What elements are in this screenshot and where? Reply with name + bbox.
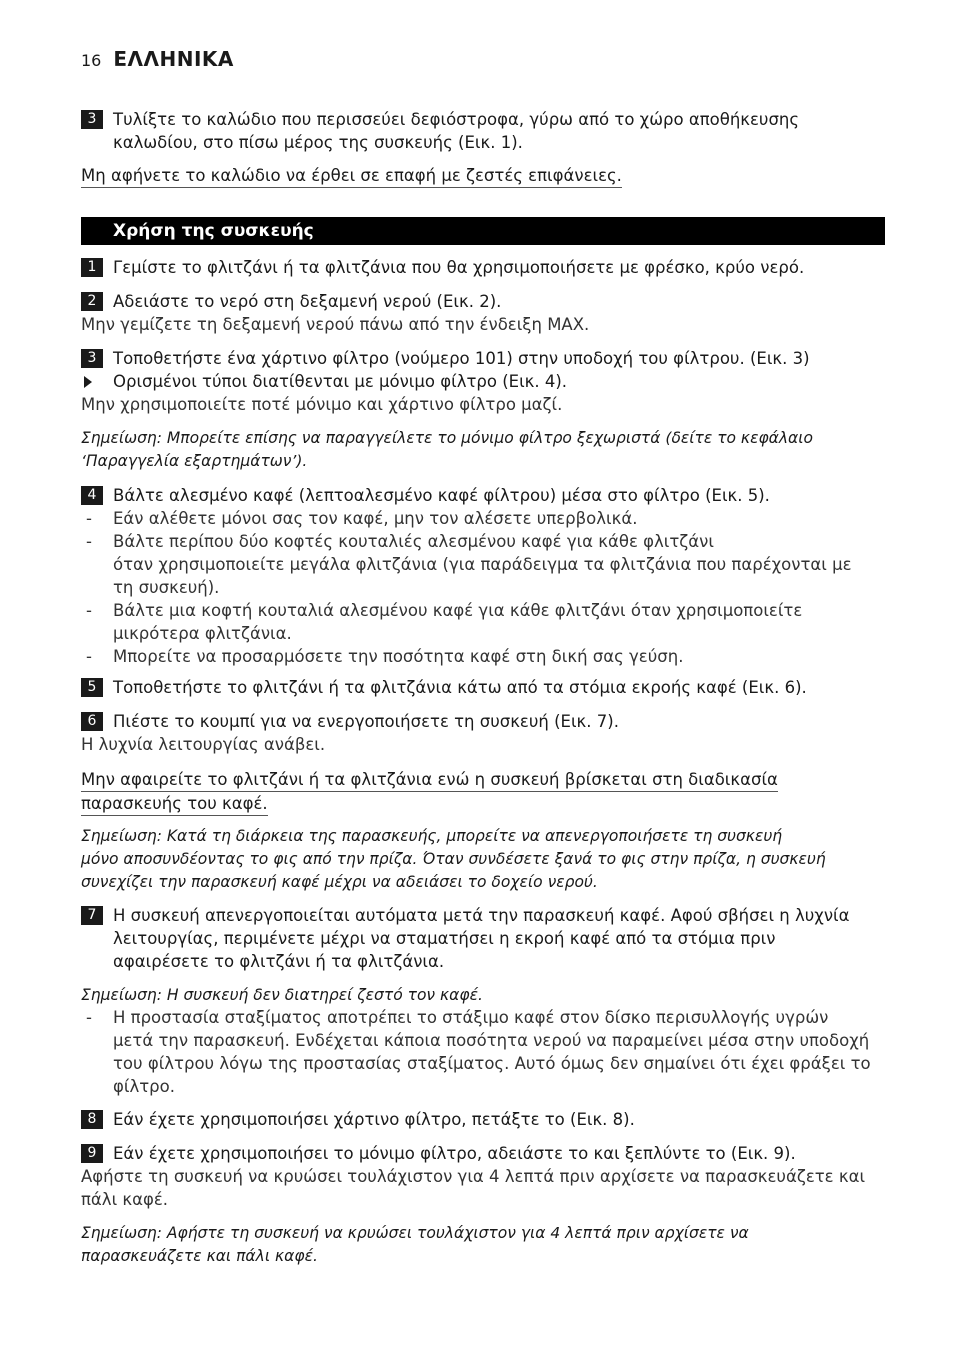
step-text: Τοποθετήστε το φλιτζάνι ή τα φλιτζάνια κάτω από τα στόμια εκροής καφέ (Εικ. 6). bbox=[113, 678, 807, 697]
dash-item: - Η προστασία σταξίματος αποτρέπει το στάξιμο καφέ στον δίσκο περισυλλογής υγρών μετά την παρασκευή. Ενδέχεται κάποια ποσότητα νερού να παραμείνει μέσα στην υποδοχή του φίλτρου λόγω της προστασίας σταξίματος. Αυτό όμως δεν σημαίνει ότι έχει φράξει το φίλτρο. bbox=[81, 1006, 891, 1098]
step-subtext: Μην γεμίζετε τη δεξαμενή νερού πάνω από την ένδειξη MAX. bbox=[81, 315, 590, 334]
note-4 bbox=[81, 1222, 891, 1268]
step-9 bbox=[81, 1142, 891, 1211]
warning-line: Μην αφαιρείτε το φλιτζάνι ή τα φλιτζάνια ενώ η συσκευή βρίσκεται στη διαδικασία bbox=[81, 768, 778, 792]
step-text: Αδειάστε το νερό στη δεξαμενή νερού (Εικ. 2). bbox=[113, 292, 502, 311]
note-line: Σημείωση: Κατά τη διάρκεια της παρασκευής, μπορείτε να απενεργοποιήσετε τη συσκευή bbox=[81, 827, 783, 845]
step-text: αφαιρέσετε το φλιτζάνι ή τα φλιτζάνια. bbox=[113, 952, 445, 971]
step-badge: 5 bbox=[81, 678, 103, 697]
note-line: Σημείωση: Η συσκευή δεν διατηρεί ζεστό τον καφέ. bbox=[81, 986, 483, 1004]
dash-text: τη συσκευή). bbox=[113, 578, 220, 597]
step-8 bbox=[81, 1108, 891, 1131]
step-badge: 6 bbox=[81, 712, 103, 731]
warning-cup bbox=[81, 768, 891, 816]
warning-line: παρασκευής του καφέ. bbox=[81, 792, 268, 816]
language-heading: ΕΛΛΗΝΙΚΑ bbox=[113, 47, 234, 71]
step-subtext: Αφήστε τη συσκευή να κρυώσει τουλάχιστον για 4 λεπτά πριν αρχίσετε να παρασκευάζετε και bbox=[81, 1167, 866, 1186]
dash-text: Βάλτε περίπου δύο κοφτές κουταλιές αλεσμένου καφέ για κάθε φλιτζάνι bbox=[113, 532, 714, 551]
section-title: Χρήση της συσκευής bbox=[81, 217, 885, 245]
dash-item: - Βάλτε περίπου δύο κοφτές κουταλιές αλεσμένου καφέ για κάθε φλιτζάνι όταν χρησιμοποιείτε μεγάλα φλιτζάνια (για παράδειγμα τα φλιτζάνια που παρέχονται με τη συσκευή). bbox=[81, 530, 891, 599]
step-text: Πιέστε το κουμπί για να ενεργοποιήσετε τη συσκευή (Εικ. 7). bbox=[113, 712, 619, 731]
step-6 bbox=[81, 710, 891, 756]
dash-text: Η προστασία σταξίματος αποτρέπει το στάξιμο καφέ στον δίσκο περισυλλογής υγρών bbox=[113, 1008, 829, 1027]
step-badge: 9 bbox=[81, 1144, 103, 1163]
note-3 bbox=[81, 984, 891, 1007]
step-subtext: Η λυχνία λειτουργίας ανάβει. bbox=[81, 735, 326, 754]
drip-dash bbox=[81, 1006, 891, 1098]
dash-text: Εάν αλέθετε μόνοι σας τον καφέ, μην τον αλέσετε υπερβολικά. bbox=[113, 509, 638, 528]
dash-text: φίλτρο. bbox=[113, 1077, 175, 1096]
step-text: Εάν έχετε χρησιμοποιήσει το μόνιμο φίλτρο, αδειάστε το και ξεπλύντε το (Εικ. 9). bbox=[113, 1144, 796, 1163]
step-text-cont: καλωδίου, στο πίσω μέρος της συσκευής (Εικ. 1). bbox=[113, 133, 523, 152]
note-line: ‘Παραγγελία εξαρτημάτων’). bbox=[81, 452, 308, 470]
step-badge: 8 bbox=[81, 1110, 103, 1129]
step-7 bbox=[81, 904, 891, 973]
step-4 bbox=[81, 484, 891, 668]
step-badge: 3 bbox=[81, 110, 103, 129]
step-text: Τοποθετήστε ένα χάρτινο φίλτρο (νούμερο 101) στην υποδοχή του φίλτρου. (Εικ. 3) bbox=[113, 349, 810, 368]
note-line: παρασκευάζετε και πάλι καφέ. bbox=[81, 1247, 318, 1265]
dash-item: - Μπορείτε να προσαρμόσετε την ποσότητα καφέ στη δική σας γεύση. bbox=[81, 645, 891, 668]
warning-text: Μη αφήνετε το καλώδιο να έρθει σε επαφή με ζεστές επιφάνειες. bbox=[81, 164, 622, 188]
step-text: Τυλίξτε το καλώδιο που περισσεύει δεφιόστροφα, γύρω από το χώρο αποθήκευσης bbox=[113, 110, 800, 129]
step-5 bbox=[81, 676, 891, 699]
dash-text: μικρότερα φλιτζάνια. bbox=[113, 624, 292, 643]
step-subtext: πάλι καφέ. bbox=[81, 1190, 169, 1209]
step-3-filter bbox=[81, 347, 891, 416]
step-3-cord bbox=[81, 108, 891, 154]
note-line: συνεχίζει την παρασκευή καφέ μέχρι να αδειάσει το δοχείο νερού. bbox=[81, 873, 598, 891]
step-badge: 1 bbox=[81, 258, 103, 277]
step-badge: 2 bbox=[81, 292, 103, 311]
note-2 bbox=[81, 825, 891, 894]
step-text: Γεμίστε το φλιτζάνι ή τα φλιτζάνια που θα χρησιμοποιήσετε με φρέσκο, κρύο νερό. bbox=[113, 258, 805, 277]
dash-item: - Βάλτε μια κοφτή κουταλιά αλεσμένου καφέ για κάθε φλιτζάνι όταν χρησιμοποιείτε μικρότερα φλιτζάνια. bbox=[81, 599, 891, 645]
bullet-triangle-icon bbox=[84, 376, 92, 388]
step-text: Η συσκευή απενεργοποιείται αυτόματα μετά την παρασκευή καφέ. Αφού σβήσει η λυχνία bbox=[113, 906, 850, 925]
step-badge: 7 bbox=[81, 906, 103, 925]
dash-text: μετά την παρασκευή. Ενδέχεται κάποια ποσότητα νερού να παραμείνει μέσα στην υποδοχή bbox=[113, 1031, 870, 1050]
step-badge: 3 bbox=[81, 349, 103, 368]
note-line: μόνο αποσυνδέοντας το φις από την πρίζα. Όταν συνδέσετε ξανά το φις στην πρίζα, η συσκευή bbox=[81, 850, 826, 868]
note-1 bbox=[81, 427, 891, 473]
note-line: Σημείωση: Αφήστε τη συσκευή να κρυώσει τουλάχιστον για 4 λεπτά πριν αρχίσετε να bbox=[81, 1224, 749, 1242]
warning-cord bbox=[81, 164, 891, 188]
dash-text: Μπορείτε να προσαρμόσετε την ποσότητα καφέ στη δική σας γεύση. bbox=[113, 647, 684, 666]
page-number: 16 bbox=[81, 51, 102, 70]
page-header bbox=[81, 48, 234, 72]
step-2 bbox=[81, 290, 891, 336]
step-subtext: Μην χρησιμοποιείτε ποτέ μόνιμο και χάρτινο φίλτρο μαζί. bbox=[81, 395, 563, 414]
step-text: Βάλτε αλεσμένο καφέ (λεπτοαλεσμένο καφέ φίλτρου) μέσα στο φίλτρο (Εικ. 5). bbox=[113, 486, 770, 505]
bullet-text: Ορισμένοι τύποι διατίθενται με μόνιμο φίλτρο (Εικ. 4). bbox=[113, 372, 568, 391]
dash-text: Βάλτε μια κοφτή κουταλιά αλεσμένου καφέ για κάθε φλιτζάνι όταν χρησιμοποιείτε bbox=[113, 601, 803, 620]
step-1 bbox=[81, 256, 891, 279]
dash-item: - Εάν αλέθετε μόνοι σας τον καφέ, μην τον αλέσετε υπερβολικά. bbox=[81, 507, 891, 530]
step-badge: 4 bbox=[81, 486, 103, 505]
step-text: Εάν έχετε χρησιμοποιήσει χάρτινο φίλτρο, πετάξτε το (Εικ. 8). bbox=[113, 1110, 635, 1129]
step-text: λειτουργίας, περιμένετε μέχρι να σταματήσει η εκροή καφέ από τα στόμια πριν bbox=[113, 929, 776, 948]
dash-text: όταν χρησιμοποιείτε μεγάλα φλιτζάνια (για παράδειγμα τα φλιτζάνια που παρέχονται με bbox=[113, 555, 852, 574]
note-line: Σημείωση: Μπορείτε επίσης να παραγγείλετε το μόνιμο φίλτρο ξεχωριστά (δείτε το κεφάλαιο bbox=[81, 429, 814, 447]
dash-text: του φίλτρου λόγω της προστασίας σταξίματος. Αυτό όμως δεν σημαίνει ότι έχει φράξει το bbox=[113, 1054, 871, 1073]
